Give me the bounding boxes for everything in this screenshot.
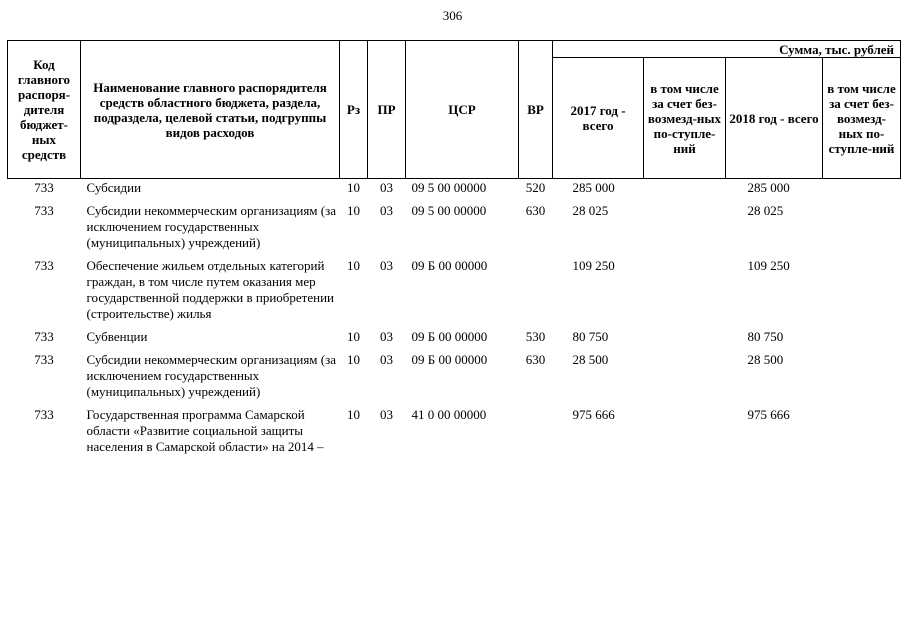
cell-code: 733: [34, 203, 54, 218]
cell-csr: 41 0 00 00000: [411, 407, 487, 422]
header-sum-2018: 2018 год - всего: [726, 58, 823, 179]
cell-csr: 09 5 00 00000: [411, 180, 487, 195]
cell-sum-2017: 28 025: [572, 203, 609, 218]
cell-sum-2017: 109 250: [572, 258, 615, 273]
cell-rz: 10: [347, 329, 360, 344]
cell-vr: 530: [525, 329, 546, 344]
page-number: 306: [442, 8, 463, 23]
cell-vr: 630: [525, 352, 546, 367]
cell-vr: [519, 405, 553, 460]
cell-code: 733: [34, 407, 54, 422]
table-row: [8, 350, 901, 405]
cell-sum-2018-free: [823, 405, 901, 460]
cell-vr: 520: [525, 180, 546, 195]
table-body: [8, 179, 901, 461]
cell-sum-2018: 80 750: [747, 329, 784, 344]
cell-name: Субсидии некоммерческим организациям (за исключением государственных (муниципальных) учреждений): [86, 203, 337, 250]
cell-pr: 03: [380, 203, 393, 218]
cell-sum-2017-free: [644, 201, 726, 256]
cell-sum-2018-free: [823, 179, 901, 202]
cell-sum-2018-free: [823, 327, 901, 350]
cell-sum-2017: 28 500: [572, 352, 609, 367]
cell-vr: [519, 256, 553, 327]
header-sum-2017-free: в том числе за счет без-возмезд-ных по-ступле-ний: [644, 58, 726, 179]
cell-name: Государственная программа Самарской области «Развитие социальной защиты населения в Самарской области» на 2014 –: [86, 407, 324, 454]
cell-name: Субсидии: [86, 180, 142, 195]
cell-code: 733: [34, 329, 54, 344]
cell-pr: 03: [380, 258, 393, 273]
cell-rz: 10: [347, 180, 360, 195]
cell-sum-2017-free: [644, 405, 726, 460]
cell-sum-2017-free: [644, 256, 726, 327]
header-sum-2017: 2017 год - всего: [553, 58, 644, 179]
cell-sum-2017-free: [644, 327, 726, 350]
cell-sum-2018: 28 025: [747, 203, 784, 218]
cell-pr: 03: [380, 352, 393, 367]
cell-rz: 10: [347, 352, 360, 367]
table-row: [8, 327, 901, 350]
cell-sum-2018-free: [823, 256, 901, 327]
cell-pr: 03: [380, 407, 393, 422]
cell-sum-2018: 28 500: [747, 352, 784, 367]
cell-name: Обеспечение жильем отдельных категорий граждан, в том числе путем оказания мер государственной поддержки в приобретении (строительстве) жилья: [86, 258, 334, 321]
table-header: [8, 41, 901, 179]
cell-sum-2017: 285 000: [572, 180, 615, 195]
cell-rz: 10: [347, 258, 360, 273]
table-row: [8, 256, 901, 327]
cell-sum-2018: 109 250: [747, 258, 790, 273]
table-row: [8, 201, 901, 256]
cell-rz: 10: [347, 203, 360, 218]
cell-sum-2018: 975 666: [747, 407, 790, 422]
budget-table: [7, 40, 901, 460]
header-sum-group: Сумма, тыс. рублей: [553, 41, 901, 58]
cell-code: 733: [34, 258, 54, 273]
cell-sum-2018: 285 000: [747, 180, 790, 195]
cell-sum-2017-free: [644, 350, 726, 405]
cell-vr: 630: [525, 203, 546, 218]
cell-pr: 03: [380, 329, 393, 344]
cell-csr: 09 5 00 00000: [411, 203, 487, 218]
cell-code: 733: [34, 352, 54, 367]
cell-sum-2017: 975 666: [572, 407, 615, 422]
header-sum-2018-free: в том числе за счет без-возмезд-ных по-ступле-ний: [823, 58, 901, 179]
cell-name: Субсидии некоммерческим организациям (за исключением государственных (муниципальных) учреждений): [86, 352, 337, 399]
header-csr: ЦСР: [406, 41, 519, 179]
header-rz: Рз: [340, 41, 368, 179]
cell-pr: 03: [380, 180, 393, 195]
cell-rz: 10: [347, 407, 360, 422]
header-vr: ВР: [519, 41, 553, 179]
cell-sum-2018-free: [823, 201, 901, 256]
cell-name: Субвенции: [86, 329, 148, 344]
header-pr: ПР: [368, 41, 406, 179]
cell-csr: 09 Б 00 00000: [411, 258, 488, 273]
cell-csr: 09 Б 00 00000: [411, 329, 488, 344]
cell-sum-2017: 80 750: [572, 329, 609, 344]
header-code: Код главного распоря-дителя бюджет-ных средств: [8, 41, 81, 179]
cell-code: 733: [34, 180, 54, 195]
cell-sum-2018-free: [823, 350, 901, 405]
table-row: [8, 405, 901, 460]
cell-csr: 09 Б 00 00000: [411, 352, 488, 367]
cell-sum-2017-free: [644, 179, 726, 202]
header-name: Наименование главного распорядителя средств областного бюджета, раздела, подраздела, целевой статьи, подгруппы видов расходов: [81, 41, 340, 179]
table-row: [8, 179, 901, 202]
